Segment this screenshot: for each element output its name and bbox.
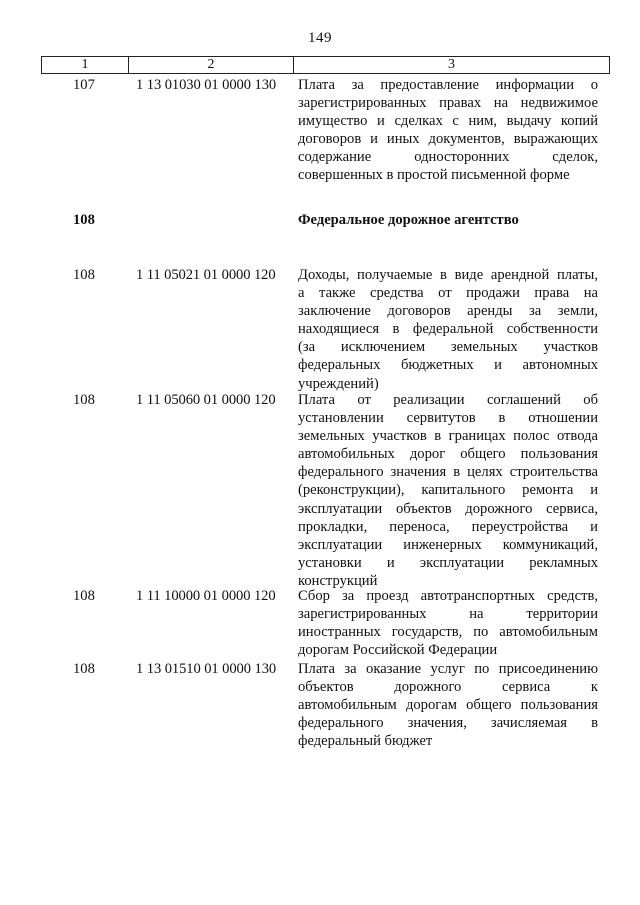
revenue-name	[298, 660, 598, 750]
budget-class-code: 1 11 05021 01 0000 120	[136, 267, 276, 283]
header-col-2: 2	[129, 57, 294, 73]
admin-code: 108	[73, 588, 95, 604]
revenue-name-line: (реконструкции), капитального ремонта и	[298, 482, 598, 499]
revenue-name	[298, 391, 598, 590]
revenue-name-line: федеральных бюджетных и автономных	[298, 357, 598, 374]
revenue-name-line: Доходы, получаемые в виде арендной платы,	[298, 267, 598, 283]
budget-class-code: 1 13 01510 01 0000 130	[136, 661, 277, 677]
agency-name-line: Федеральное дорожное агентство	[298, 212, 519, 228]
admin-code: 108	[73, 267, 95, 283]
revenue-name-line: (за исключением земельных участков	[298, 339, 598, 356]
revenue-name-line: автомобильным дорогам общего пользования	[298, 697, 598, 714]
revenue-name-line: федеральный бюджет	[298, 733, 433, 750]
revenue-name-line: объектов дорожного сервиса к	[298, 679, 598, 696]
revenue-name-line: совершенных в простой письменной форме	[298, 167, 570, 184]
revenue-name-line: конструкций	[298, 572, 378, 589]
revenue-name	[298, 76, 598, 185]
revenue-name-line: федерального значения в целях строительства	[298, 464, 598, 481]
admin-code: 108	[73, 212, 95, 228]
revenue-name-line: прокладки, переноса, переустройства и	[298, 518, 598, 535]
revenue-name-line: учреждений)	[298, 375, 379, 392]
budget-class-code: 1 13 01030 01 0000 130	[136, 77, 277, 93]
page-number: 149	[308, 30, 332, 46]
revenue-name-line: Плата за оказание услуг по присоединению	[298, 661, 598, 677]
admin-code: 108	[73, 392, 95, 408]
revenue-name	[298, 587, 598, 659]
revenue-name-line: имущество и сделках с ним, выдачу копий	[298, 113, 598, 130]
revenue-name-line: земельных участков в границах полос отвода	[298, 428, 598, 445]
revenue-name-line: эксплуатации инженерных коммуникаций,	[298, 536, 598, 553]
revenue-name-line: установки и эксплуатации рекламных	[298, 554, 598, 571]
revenue-name	[298, 266, 598, 393]
revenue-name-line: Сбор за проезд автотранспортных средств,	[298, 588, 598, 604]
revenue-name-line: зарегистрированных на территории	[298, 606, 598, 623]
revenue-name-line: заключение договоров аренды за земли,	[298, 303, 598, 320]
revenue-name-line: содержание односторонних сделок,	[298, 149, 598, 166]
admin-code: 107	[73, 77, 95, 93]
revenue-name-line: договоров и иных документов, выражающих	[298, 131, 598, 148]
revenue-name-line: эксплуатации объектов дорожного сервиса,	[298, 500, 598, 517]
revenue-name-line: автомобильных дорог общего пользования	[298, 446, 598, 463]
revenue-name-line: иностранных государств, по автомобильным	[298, 624, 598, 641]
revenue-name-line: а также средства от продажи права на	[298, 285, 598, 302]
revenue-name-line: дорогам Российской Федерации	[298, 642, 498, 659]
header-col-3: 3	[448, 57, 455, 72]
agency-name	[298, 211, 598, 229]
revenue-name-line: находящиеся в федеральной собственности	[298, 321, 598, 338]
revenue-name-line: Плата от реализации соглашений об	[298, 392, 598, 408]
revenue-name-line: зарегистрированных правах на недвижимое	[298, 95, 598, 112]
admin-code: 108	[73, 661, 95, 677]
header-col-1: 1	[42, 57, 129, 73]
revenue-name-line: Плата за предоставление информации о	[298, 77, 598, 93]
revenue-name-line: установлении сервитутов в отношении	[298, 410, 598, 427]
budget-class-code: 1 11 10000 01 0000 120	[136, 588, 276, 604]
revenue-name-line: федерального значения, зачисляемая в	[298, 715, 598, 732]
table-header	[41, 56, 610, 74]
budget-class-code: 1 11 05060 01 0000 120	[136, 392, 276, 408]
